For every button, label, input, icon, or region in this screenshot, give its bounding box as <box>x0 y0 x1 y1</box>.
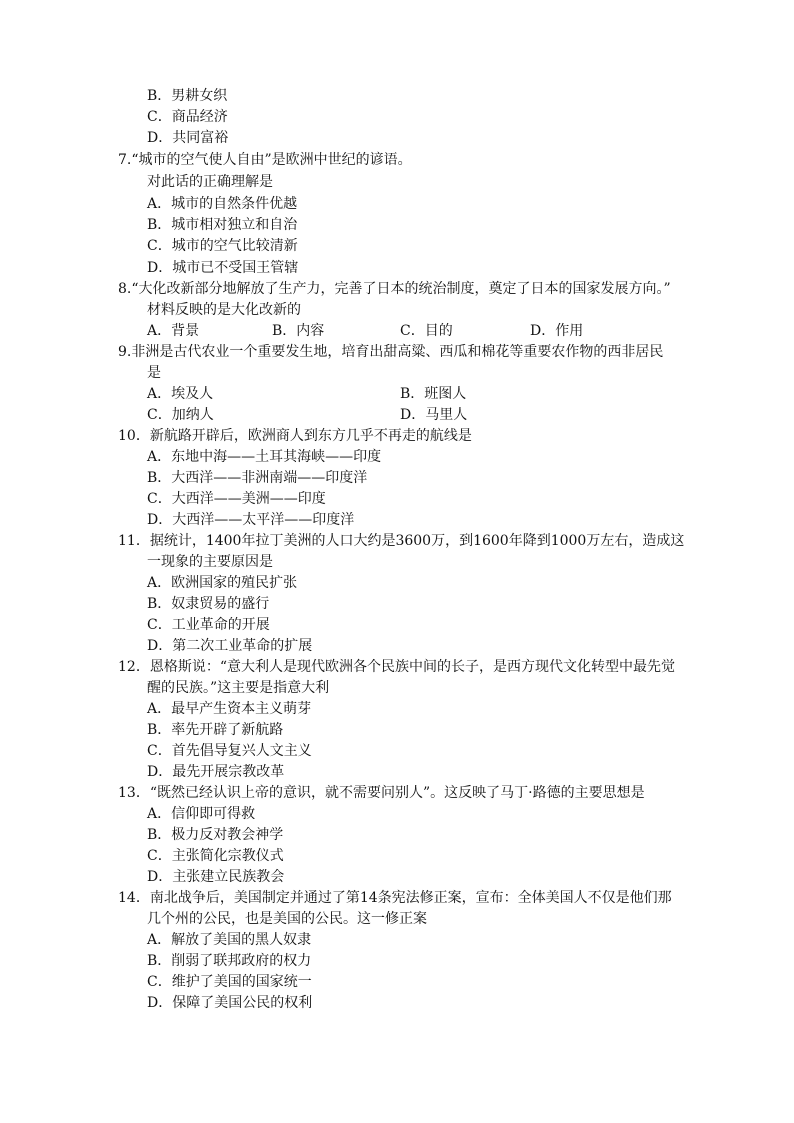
text-line: A．东地中海——土耳其海峡——印度 <box>147 449 382 465</box>
text-line: C．目的 <box>400 323 453 339</box>
text-line: B．城市相对独立和自治 <box>147 217 298 233</box>
text-line: A．背景 <box>147 323 200 339</box>
text-line: 7.“城市的空气使人自由”是欧洲中世纪的谚语。 <box>118 152 412 168</box>
text-line: 一现象的主要原因是 <box>147 554 273 570</box>
text-line: D．主张建立民族教会 <box>147 869 285 885</box>
text-line: 是 <box>147 365 161 381</box>
text-line: C．加纳人 <box>147 407 214 423</box>
text-line: C．城市的空气比较清新 <box>147 238 298 254</box>
text-line: C．工业革命的开展 <box>147 617 270 633</box>
text-line: C．大西洋——美洲——印度 <box>147 491 326 507</box>
text-line: B．削弱了联邦政府的权力 <box>147 953 312 969</box>
text-line: D．共同富裕 <box>147 130 229 146</box>
text-line: A．最早产生资本主义萌芽 <box>147 701 312 717</box>
text-line: B．男耕女织 <box>147 88 228 104</box>
text-line: D．大西洋——太平洋——印度洋 <box>147 512 355 528</box>
text-line: D．作用 <box>530 323 584 339</box>
text-line: B．班图人 <box>400 386 467 402</box>
text-line: D．城市已不受国王管辖 <box>147 260 299 276</box>
text-line: D．第二次工业革命的扩展 <box>147 638 313 654</box>
text-line: C．首先倡导复兴人文主义 <box>147 743 312 759</box>
text-line: B．内容 <box>272 323 325 339</box>
text-line: A．欧洲国家的殖民扩张 <box>147 575 298 591</box>
text-line: 8.“大化改新部分地解放了生产力，完善了日本的统治制度，奠定了日本的国家发展方向。” <box>118 281 671 297</box>
text-line: 材料反映的是大化改新的 <box>147 302 301 318</box>
text-line: B．率先开辟了新航路 <box>147 722 284 738</box>
text-line: 14．南北战争后，美国制定并通过了第14条宪法修正案，宣布：全体美国人不仅是他们那 <box>118 890 672 906</box>
text-line: A．埃及人 <box>147 386 214 402</box>
text-line: D．保障了美国公民的权利 <box>147 995 313 1011</box>
text-line: 11．据统计，1400年拉丁美洲的人口大约是3600万，到1600年降到1000万左右，造成这 <box>118 533 685 549</box>
text-line: A．城市的自然条件优越 <box>147 196 298 212</box>
text-line: B．极力反对教会神学 <box>147 827 284 843</box>
text-line: A．信仰即可得救 <box>147 806 256 822</box>
text-line: D．马里人 <box>400 407 468 423</box>
text-line: 几个州的公民，也是美国的公民。这一修正案 <box>147 911 427 927</box>
text-line: D．最先开展宗教改革 <box>147 764 285 780</box>
text-line: 13．“既然已经认识上帝的意识，就不需要问别人”。这反映了马丁·路德的主要思想是 <box>118 785 645 801</box>
text-line: 对此话的正确理解是 <box>147 174 273 190</box>
text-line: C．主张简化宗教仪式 <box>147 848 284 864</box>
text-line: B．奴隶贸易的盛行 <box>147 596 270 612</box>
text-line: 醒的民族。”这主要是指意大利 <box>147 680 330 696</box>
text-line: C．维护了美国的国家统一 <box>147 974 312 990</box>
text-line: 9.非洲是古代农业一个重要发生地，培育出甜高粱、西瓜和棉花等重要农作物的西非居民 <box>118 344 664 360</box>
text-line: C．商品经济 <box>147 109 228 125</box>
text-line: A．解放了美国的黑人奴隶 <box>147 932 312 948</box>
text-line: 12．恩格斯说：“意大利人是现代欧洲各个民族中间的长子，是西方现代文化转型中最先觉 <box>118 659 675 675</box>
text-line: B．大西洋——非洲南端——印度洋 <box>147 470 368 486</box>
text-line: 10．新航路开辟后，欧洲商人到东方几乎不再走的航线是 <box>118 428 472 444</box>
